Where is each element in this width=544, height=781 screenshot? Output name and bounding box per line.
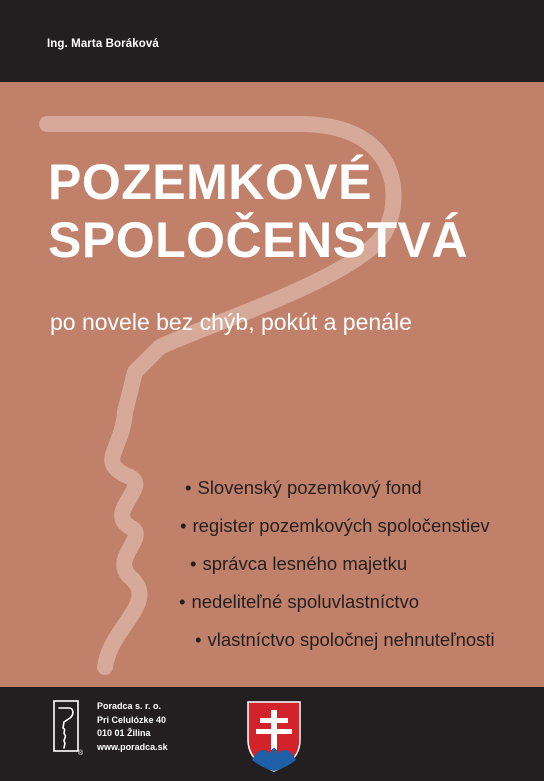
topic-item xyxy=(190,553,407,575)
slovak-coat-of-arms-icon xyxy=(246,700,302,772)
topic-item xyxy=(195,629,495,651)
topic-text: nedeliteľné spoluvlastníctvo xyxy=(191,591,420,612)
bullet-mark: • xyxy=(180,515,187,536)
registered-mark: ® xyxy=(78,750,83,756)
book-title xyxy=(48,153,468,269)
publisher-info xyxy=(97,700,168,754)
author-name: Ing. Marta Boráková xyxy=(47,38,159,50)
topic-item xyxy=(185,477,422,499)
topic-text: správca lesného majetku xyxy=(202,553,408,574)
topic-text: vlastníctvo spoločnej nehnuteľnosti xyxy=(207,629,495,650)
book-subtitle: po novele bez chýb, pokút a penále xyxy=(50,309,412,335)
title-line-1: POZEMKOVÉ xyxy=(48,154,372,210)
title-line-2: SPOLOČENSTVÁ xyxy=(48,212,468,268)
publisher-street: Pri Celulózke 40 xyxy=(97,714,167,725)
bullet-mark: • xyxy=(179,591,186,612)
topic-text: register pozemkových spoločenstiev xyxy=(192,515,490,536)
topic-text: Slovenský pozemkový fond xyxy=(197,477,422,498)
bullet-mark: • xyxy=(195,629,202,650)
topic-item xyxy=(179,591,419,613)
bullet-mark: • xyxy=(185,477,192,498)
publisher-web: www.poradca.sk xyxy=(97,741,168,752)
topic-item xyxy=(180,515,490,537)
publisher-name: Poradca s. r. o. xyxy=(97,701,162,711)
bullet-mark: • xyxy=(190,553,197,574)
publisher-city: 010 01 Žilina xyxy=(97,728,151,738)
poradca-logo-icon xyxy=(53,700,83,756)
